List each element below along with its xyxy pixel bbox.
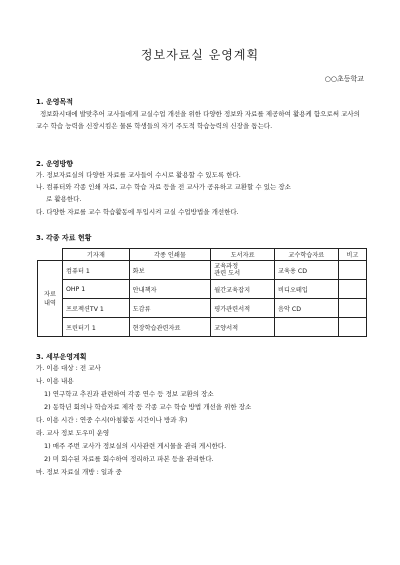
section-resources-heading: 3. 각종 자료 현황 — [36, 234, 92, 242]
table-cell: 현장학습관련자료 — [129, 318, 211, 337]
detail-line: 나. 이용 내용 — [36, 377, 74, 385]
detail-line: 1) 연구학교 추진과 관련하여 각종 연수 등 정보 교환의 장소 — [44, 390, 214, 398]
detail-line: 2) 미 회수된 자료를 회수하여 정리하고 파본 등을 관리한다. — [44, 455, 214, 463]
detail-line: 2) 동학년 회의나 학습자료 제작 등 각종 교수 학습 방법 개선을 위한 장소 — [44, 403, 252, 411]
direction-line: 나. 컴퓨터와 각종 인쇄 자료, 교수 학습 자료 등을 전 교사가 공유하고 교환할 수 있는 장소 — [36, 183, 291, 191]
table-cell: 평가관련서적 — [211, 299, 275, 318]
table-side-label: 자료 내역 — [38, 261, 63, 337]
table-row — [38, 261, 367, 280]
page-title: 정보자료실 운영계획 — [140, 48, 260, 62]
table-cell — [274, 318, 338, 337]
table-cell: 화보 — [129, 261, 211, 280]
section-purpose-heading: 1. 운영목적 — [36, 98, 74, 106]
direction-line: 다. 다양한 자료를 교수 학습활동에 투입시켜 교실 수업방법을 개선한다. — [36, 208, 239, 216]
section-direction-heading: 2. 운영방향 — [36, 160, 74, 168]
detail-line: 마. 정보 자료실 개방 : 일과 중 — [36, 468, 122, 476]
table-cell: 프린터기 1 — [63, 318, 130, 337]
table-cell: 음악 CD — [274, 299, 338, 318]
table-cell — [338, 280, 366, 299]
table-cell: 컴퓨터 1 — [63, 261, 130, 280]
table-header: 교수학습자료 — [274, 249, 338, 261]
resources-table — [37, 248, 367, 337]
detail-line: 다. 이용 시간 : 연중 수시(아침활동 시간이나 방과 후) — [36, 416, 188, 424]
direction-line: 가. 정보자료실의 다양한 자료를 교사들이 수시로 활용할 수 있도록 한다. — [36, 171, 241, 179]
table-header: 각종 인쇄물 — [129, 249, 211, 261]
table-header: 비고 — [338, 249, 366, 261]
section-detail-heading: 3. 세부운영계획 — [36, 353, 87, 361]
table-row — [38, 299, 367, 318]
table-row — [38, 318, 367, 337]
table-cell: 교양서적 — [211, 318, 275, 337]
direction-line: 로 활용한다. — [46, 195, 82, 203]
table-cell: 도감류 — [129, 299, 211, 318]
table-header-row — [38, 249, 367, 261]
table-cell: 교육용 CD — [274, 261, 338, 280]
table-cell: 안내책자 — [129, 280, 211, 299]
table-cell: 비디오테입 — [274, 280, 338, 299]
section-purpose-text: 정보화시대에 발맞추어 교사들에게 교실수업 개선을 위한 다양한 정보와 자료를 제공하여 활용케 함으로써 교사의 교수 학습 능력을 신장시킴은 물론 학생들의 자기 주도적 학습능력의 신장을 돕는다. — [36, 110, 360, 130]
detail-line: 1) 매주 주번 교사가 정보실의 시사관련 게시물을 관리 게시한다. — [44, 442, 227, 450]
table-corner-cell — [38, 249, 63, 261]
table-row — [38, 280, 367, 299]
table-cell — [338, 299, 366, 318]
school-name: ○○초등학교 — [324, 75, 364, 83]
table-cell: 프로젝션TV 1 — [63, 299, 130, 318]
detail-line: 가. 이용 대상 : 전 교사 — [36, 364, 101, 372]
table-cell: 월간교육잡지 — [211, 280, 275, 299]
table-cell: 교육과정 관련 도서 — [211, 261, 275, 280]
table-header: 도서자료 — [211, 249, 275, 261]
table-header: 기자재 — [63, 249, 130, 261]
table-cell — [338, 261, 366, 280]
table-cell: OHP 1 — [63, 280, 130, 299]
table-cell — [338, 318, 366, 337]
detail-line: 라. 교사 정보 도우미 운영 — [36, 429, 110, 437]
